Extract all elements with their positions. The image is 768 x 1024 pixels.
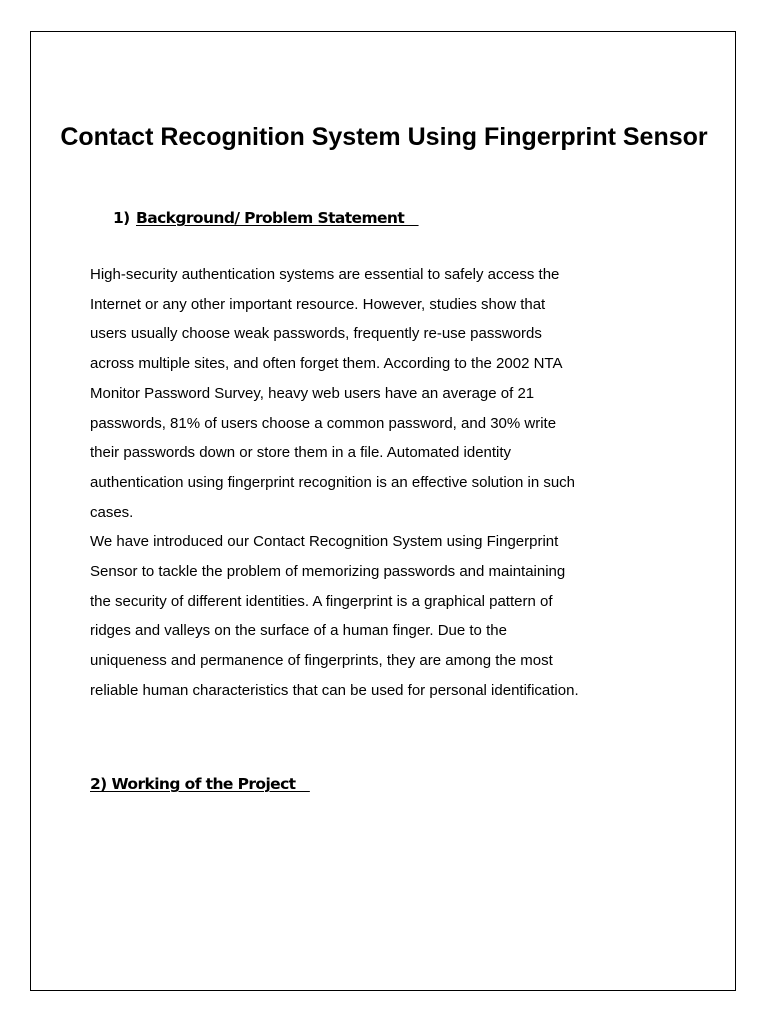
section-number: 1) (113, 209, 130, 227)
section-heading-background (113, 208, 419, 228)
background-body (90, 260, 580, 706)
paragraph: High-security authentication systems are essential to safely access the Internet or any other important resource. However, studies show that users usually choose weak passwords, frequently re-use passwords across multiple sites, and often forget them. According to the 2002 NTA Monitor Password Survey, heavy web users have an average of 21 passwords, 81% of users choose a common password, and 30% write their passwords down or store them in a file. Automated identity authentication using fingerprint recognition is an effective solution in such cases. (90, 266, 576, 521)
paragraph: We have introduced our Contact Recognition System using Fingerprint Sensor to tackle the problem of memorizing passwords and maintaining the security of different identities. A fingerprint is a graphical pattern of ridges and valleys on the surface of a human finger. Due to the uniqueness and permanence of fingerprints, they are among the most reliable human characteristics that can be used for personal identification. (90, 533, 579, 699)
section-heading-working (90, 774, 310, 794)
section-heading-text: 2) Working of the Project (90, 775, 310, 793)
document-title: Contact Recognition System Using Fingerprint Sensor (60, 123, 708, 151)
section-heading-text: Background/ Problem Statement (136, 209, 419, 227)
